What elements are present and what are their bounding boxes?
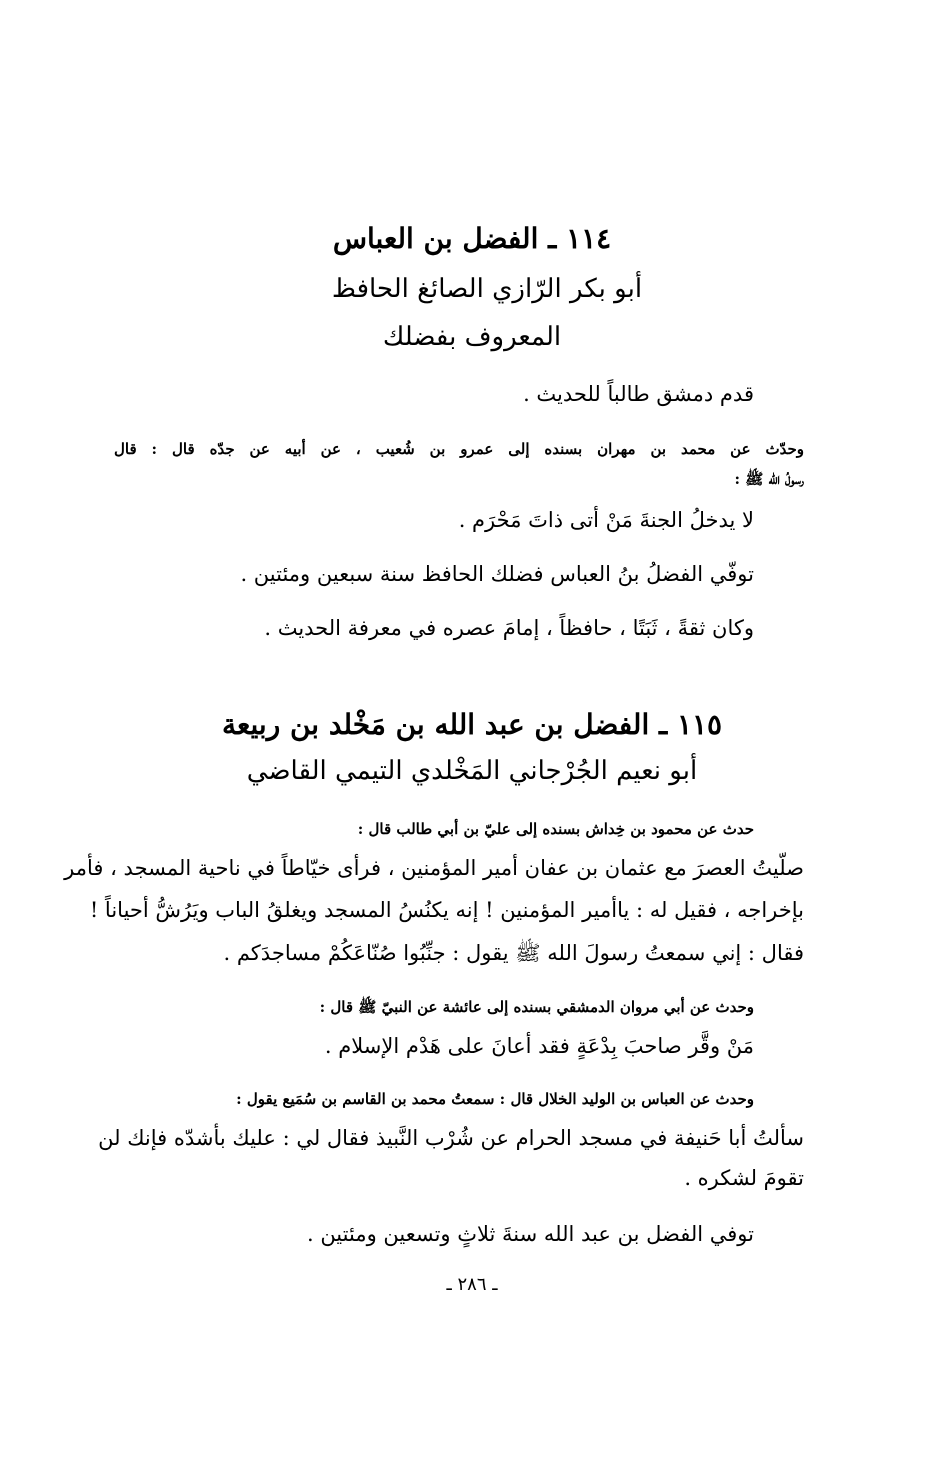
entry-115-text-3-line-2: تقومَ لشكره .: [684, 1166, 804, 1190]
entry-114-death: توفّي الفضلُ بنُ العباس فضلك الحافظ سنة سبعين ومئتين .: [240, 562, 754, 586]
entry-114-paragraph-1: قدم دمشق طالباً للحديث .: [523, 382, 754, 406]
entry-114-subtitle-2: المعروف بفضلك: [382, 322, 562, 352]
entry-114-isnad-line-2: رسولُ الله ﷺ :: [734, 470, 804, 488]
entry-114-praise: وكان ثقةً ، ثَبَتًا ، حافظاً ، إمامَ عصره في معرفة الحديث .: [264, 616, 754, 640]
entry-114-title: ١١٤ ـ الفضل بن العباس: [332, 222, 612, 255]
entry-114-subtitle-1: أبو بكر الرّازي الصائغ الحافظ: [331, 274, 643, 304]
entry-115-isnad-2: وحدث عن أبي مروان الدمشقي بسنده إلى عائشة عن النبيّ ﷺ قال :: [319, 998, 754, 1016]
entry-115-text-1-line-3: فقال : إني سمعتُ رسولَ الله ﷺ يقول : جنِّبُوا صُنّاعَكُمْ مساجدَكم .: [223, 941, 804, 965]
entry-115-title: ١١٥ ـ الفضل بن عبد الله بن مَخْلد بن ربيعة: [221, 708, 723, 741]
entry-115-text-2: مَنْ وقَّر صاحبَ بِدْعَةٍ فقد أعانَ على هَدْم الإسلام .: [324, 1034, 754, 1058]
entry-115-death: توفي الفضل بن عبد الله سنةَ ثلاثٍ وتسعين ومئتين .: [306, 1222, 754, 1246]
page-number: ـ ٢٨٦ ـ: [446, 1274, 498, 1295]
entry-114-hadith: لا يدخلُ الجنةَ مَنْ أتى ذاتَ مَحْرَم .: [458, 508, 754, 532]
entry-115-isnad-3: وحدث عن العباس بن الوليد الخلال قال : سمعتُ محمد بن القاسم بن سُمَيع يقول :: [236, 1090, 754, 1108]
entry-115-isnad-1: حدث عن محمود بن خِداش بسنده إلى عليّ بن أبي طالب قال :: [357, 820, 754, 838]
entry-115-text-1-line-2: بإخراجه ، فقيل له : ياأمير المؤمنين ! إنه يكنُسُ المسجد ويغلقُ الباب ويَرُشُّ أحياناً !: [89, 898, 804, 922]
entry-115-subtitle: أبو نعيم الجُرْجاني المَخْلدي التيمي القاضي: [246, 756, 698, 786]
entry-115-text-1-line-1: صلّيتُ العصرَ مع عثمان بن عفان أمير المؤمنين ، فرأى خيّاطاً في ناحية المسجد ، فأمر: [64, 856, 804, 880]
entry-115-text-3-line-1: سألتُ أبا حَنيفة في مسجد الحرام عن شُرْب النَّبيذ فقال لي : عليك بأشدّه فإنك لن: [98, 1126, 804, 1150]
entry-114-isnad-line-1: وحدّث عن محمد بن مهران بسنده إلى عمرو بن شُعيب ، عن أبيه عن جدّه قال : قال: [114, 440, 804, 458]
